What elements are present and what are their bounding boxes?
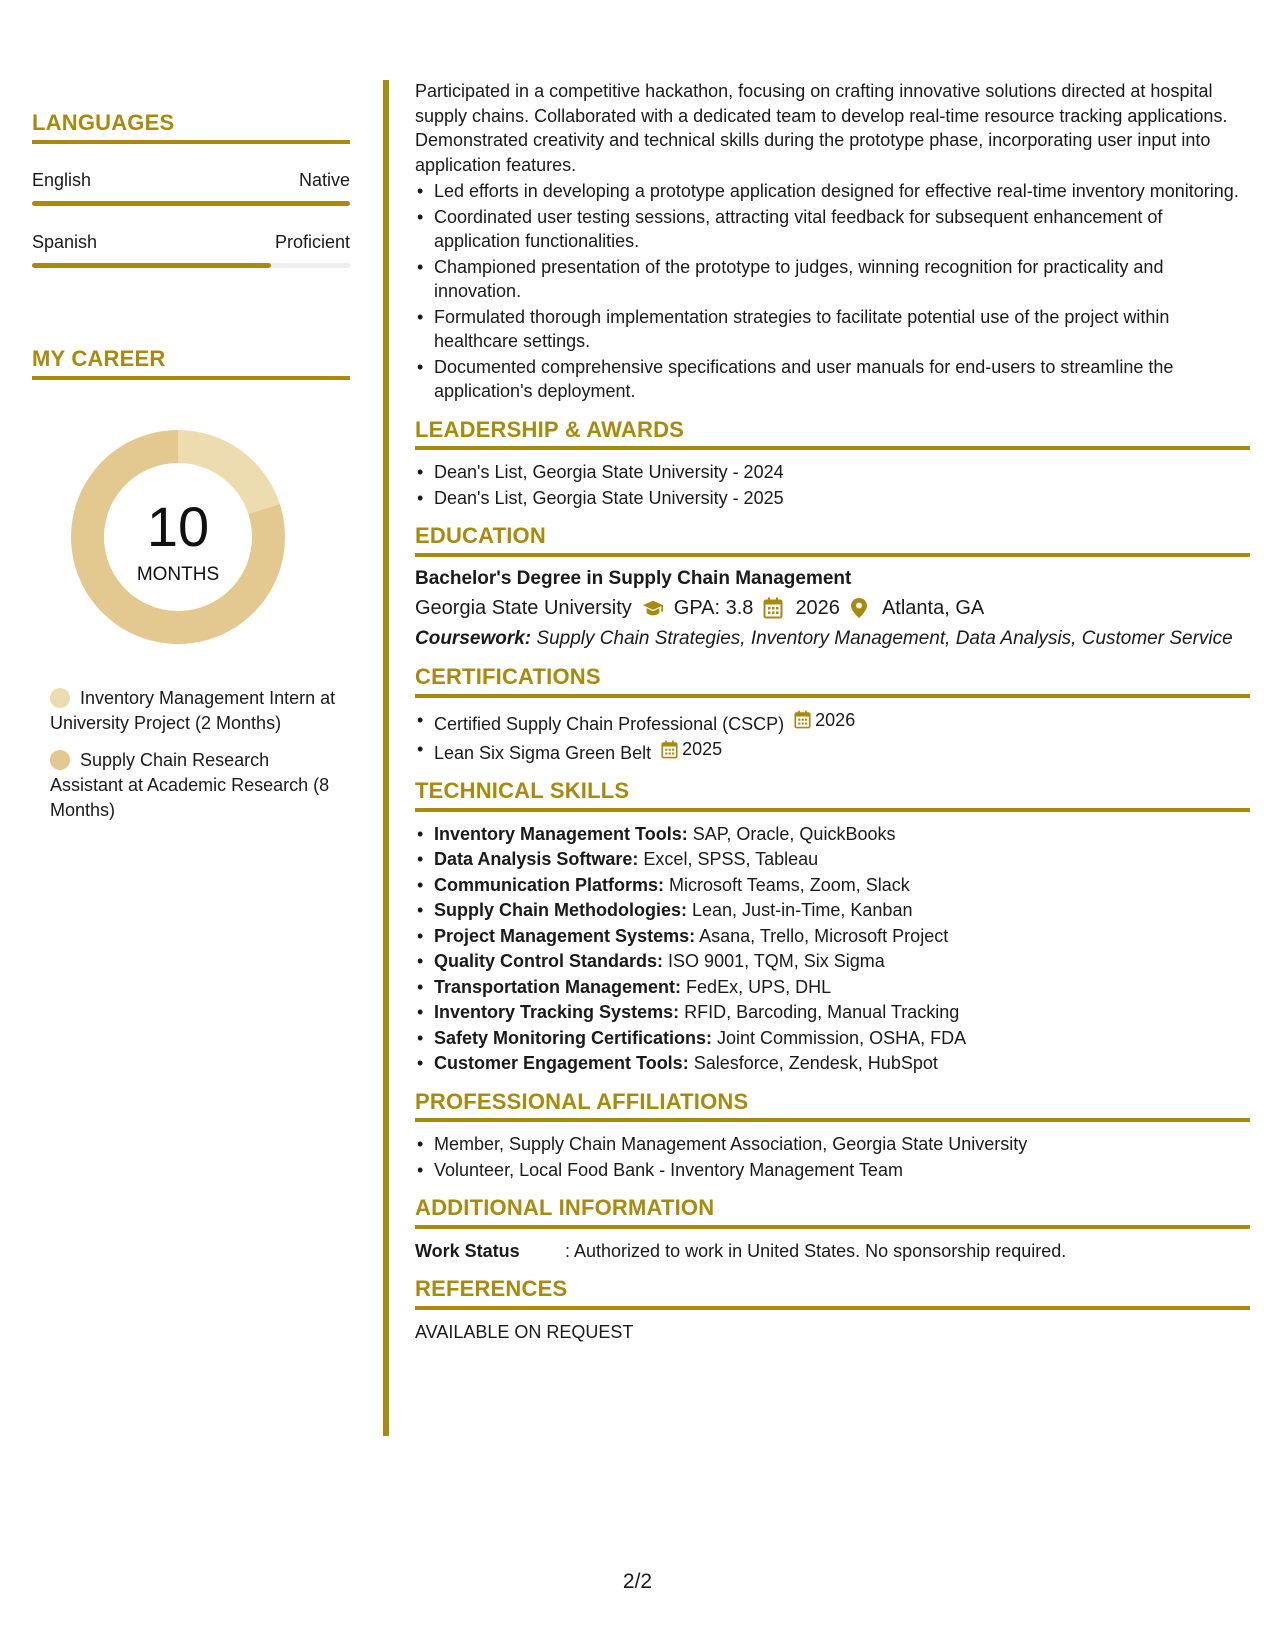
- skill-value: ISO 9001, TQM, Six Sigma: [668, 951, 885, 971]
- certification-date: [794, 708, 855, 733]
- certification-name: Lean Six Sigma Green Belt: [434, 742, 652, 763]
- list-item: • Documented comprehensive specifications and user manuals for end-users to streamline the application's deployment.: [415, 355, 1250, 404]
- list-item: [415, 924, 1250, 949]
- project-intro: Participated in a competitive hackathon, focusing on crafting innovative solutions directed at hospital supply chains. Collaborated with a dedicated team to develop real-time resource tracking applications. Demonstrated creativity and technical skills during the prototype phase, incorporating user input into application features.: [415, 81, 1228, 175]
- certification-year: 2026: [815, 709, 856, 730]
- list-item: [415, 975, 1250, 1000]
- education-section: [415, 524, 1250, 651]
- skill-label: Supply Chain Methodologies:: [434, 900, 687, 920]
- skill-label: Quality Control Standards:: [434, 951, 664, 971]
- list-item: [415, 873, 1250, 898]
- education-details: [415, 596, 1250, 621]
- section-title: ADDITIONAL INFORMATION: [415, 1196, 1250, 1229]
- list-item: [415, 949, 1250, 974]
- skill-value: Lean, Just-in-Time, Kanban: [692, 900, 913, 920]
- column-divider: [383, 80, 389, 1436]
- legend-item: [50, 748, 340, 823]
- skills-section: [415, 779, 1250, 1076]
- list-item: [415, 737, 1250, 765]
- section-title: EDUCATION: [415, 524, 1250, 557]
- list-item: • Volunteer, Local Food Bank - Inventory Management Team: [415, 1158, 1250, 1183]
- legend-label: Supply Chain Research Assistant at Academic Research (8 Months): [50, 750, 330, 820]
- language-proficiency-fill: [32, 263, 271, 268]
- list-item: [415, 822, 1250, 847]
- degree-title: Bachelor's Degree in Supply Chain Management: [415, 567, 852, 589]
- page-number: 2/2: [622, 1570, 653, 1593]
- languages-title: LANGUAGES: [32, 110, 350, 144]
- language-name: Spanish: [32, 232, 98, 252]
- list-item: • Dean's List, Georgia State University - 2025: [415, 486, 1250, 511]
- certifications-section: [415, 665, 1250, 765]
- section-title: REFERENCES: [415, 1277, 1250, 1310]
- section-title: CERTIFICATIONS: [415, 665, 1250, 698]
- skill-value: Asana, Trello, Microsoft Project: [699, 925, 949, 946]
- language-proficiency-bar: [32, 263, 350, 268]
- graduation-cap-icon: [642, 597, 664, 619]
- skill-label: Transportation Management:: [434, 976, 682, 997]
- language-item: [32, 170, 350, 206]
- language-level: Native: [298, 170, 350, 190]
- list-item: [415, 847, 1250, 872]
- left-column: [32, 110, 350, 835]
- skill-value: Excel, SPSS, Tableau: [643, 849, 819, 869]
- skill-value: Salesforce, Zendesk, HubSpot: [693, 1053, 938, 1073]
- calendar-icon: [794, 710, 811, 729]
- skill-value: Joint Commission, OSHA, FDA: [717, 1027, 967, 1048]
- legend-label: Inventory Management Intern at University Project (2 Months): [50, 688, 336, 733]
- skill-label: Safety Monitoring Certifications:: [434, 1027, 713, 1048]
- list-item: [415, 1000, 1250, 1025]
- list-item: [415, 1026, 1250, 1051]
- coursework: [415, 627, 1250, 652]
- coursework-label: Coursework:: [415, 627, 532, 649]
- skill-value: SAP, Oracle, QuickBooks: [692, 823, 896, 844]
- affiliations-section: [415, 1090, 1250, 1183]
- project-bullets: [415, 179, 1250, 404]
- leadership-section: [415, 418, 1250, 511]
- legend-dot: [50, 688, 70, 708]
- list-item: • Coordinated user testing sessions, attracting vital feedback for subsequent enhancement of application functionalities.: [415, 205, 1250, 254]
- gpa: GPA: 3.8: [673, 597, 754, 619]
- list-item: • Member, Supply Chain Management Association, Georgia State University: [415, 1132, 1250, 1157]
- skill-label: Inventory Management Tools:: [434, 823, 688, 844]
- language-level: Proficient: [274, 232, 350, 252]
- coursework-list: Supply Chain Strategies, Inventory Management, Data Analysis, Customer Service: [536, 627, 1233, 649]
- list-item: • Formulated thorough implementation strategies to facilitate potential use of the project within healthcare settings.: [415, 305, 1250, 354]
- legend-item: [50, 686, 340, 736]
- career-donut-chart: [65, 424, 291, 650]
- work-status-row: [415, 1239, 1250, 1264]
- career-total-unit: MONTHS: [136, 564, 220, 585]
- skill-label: Customer Engagement Tools:: [434, 1053, 689, 1073]
- map-pin-icon: [850, 597, 872, 619]
- legend-dot: [50, 750, 70, 770]
- references-text: AVAILABLE ON REQUEST: [415, 1321, 634, 1342]
- skill-label: Communication Platforms:: [434, 874, 665, 895]
- certification-name: Certified Supply Chain Professional (CSCP): [434, 713, 785, 734]
- skill-label: Inventory Tracking Systems:: [434, 1002, 680, 1022]
- calendar-icon: [763, 597, 785, 619]
- list-item: [415, 1051, 1250, 1076]
- location: Atlanta, GA: [881, 597, 985, 619]
- list-item: • Led efforts in developing a prototype application designed for effective real-time inventory monitoring.: [415, 179, 1250, 204]
- career-legend: [50, 686, 340, 823]
- career-title: MY CAREER: [32, 346, 350, 380]
- career-total-number: 10: [146, 495, 210, 558]
- language-item: [32, 232, 350, 268]
- certification-date: [661, 737, 722, 762]
- skill-label: Data Analysis Software:: [434, 849, 639, 869]
- skill-value: FedEx, UPS, DHL: [686, 976, 832, 997]
- right-column: [415, 79, 1250, 1344]
- calendar-icon: [661, 740, 678, 759]
- work-status-value: : Authorized to work in United States. No sponsorship required.: [565, 1240, 1067, 1261]
- list-item: [415, 898, 1250, 923]
- section-title: PROFESSIONAL AFFILIATIONS: [415, 1090, 1250, 1123]
- skill-value: Microsoft Teams, Zoom, Slack: [669, 874, 910, 895]
- graduation-year: 2026: [795, 597, 840, 619]
- list-item: • Dean's List, Georgia State University - 2024: [415, 460, 1250, 485]
- list-item: [415, 708, 1250, 736]
- language-proficiency-fill: [32, 201, 350, 206]
- references-section: [415, 1277, 1250, 1344]
- school-name: Georgia State University: [415, 597, 632, 619]
- language-proficiency-bar: [32, 201, 350, 206]
- section-title: LEADERSHIP & AWARDS: [415, 418, 1250, 451]
- section-title: TECHNICAL SKILLS: [415, 779, 1250, 812]
- certification-year: 2025: [682, 738, 723, 759]
- list-item: • Championed presentation of the prototype to judges, winning recognition for practicality and innovation.: [415, 255, 1250, 304]
- skill-value: RFID, Barcoding, Manual Tracking: [684, 1002, 960, 1022]
- language-name: English: [32, 170, 92, 190]
- work-status-label: Work Status: [415, 1240, 520, 1261]
- additional-info-section: [415, 1196, 1250, 1263]
- skill-label: Project Management Systems:: [434, 925, 696, 946]
